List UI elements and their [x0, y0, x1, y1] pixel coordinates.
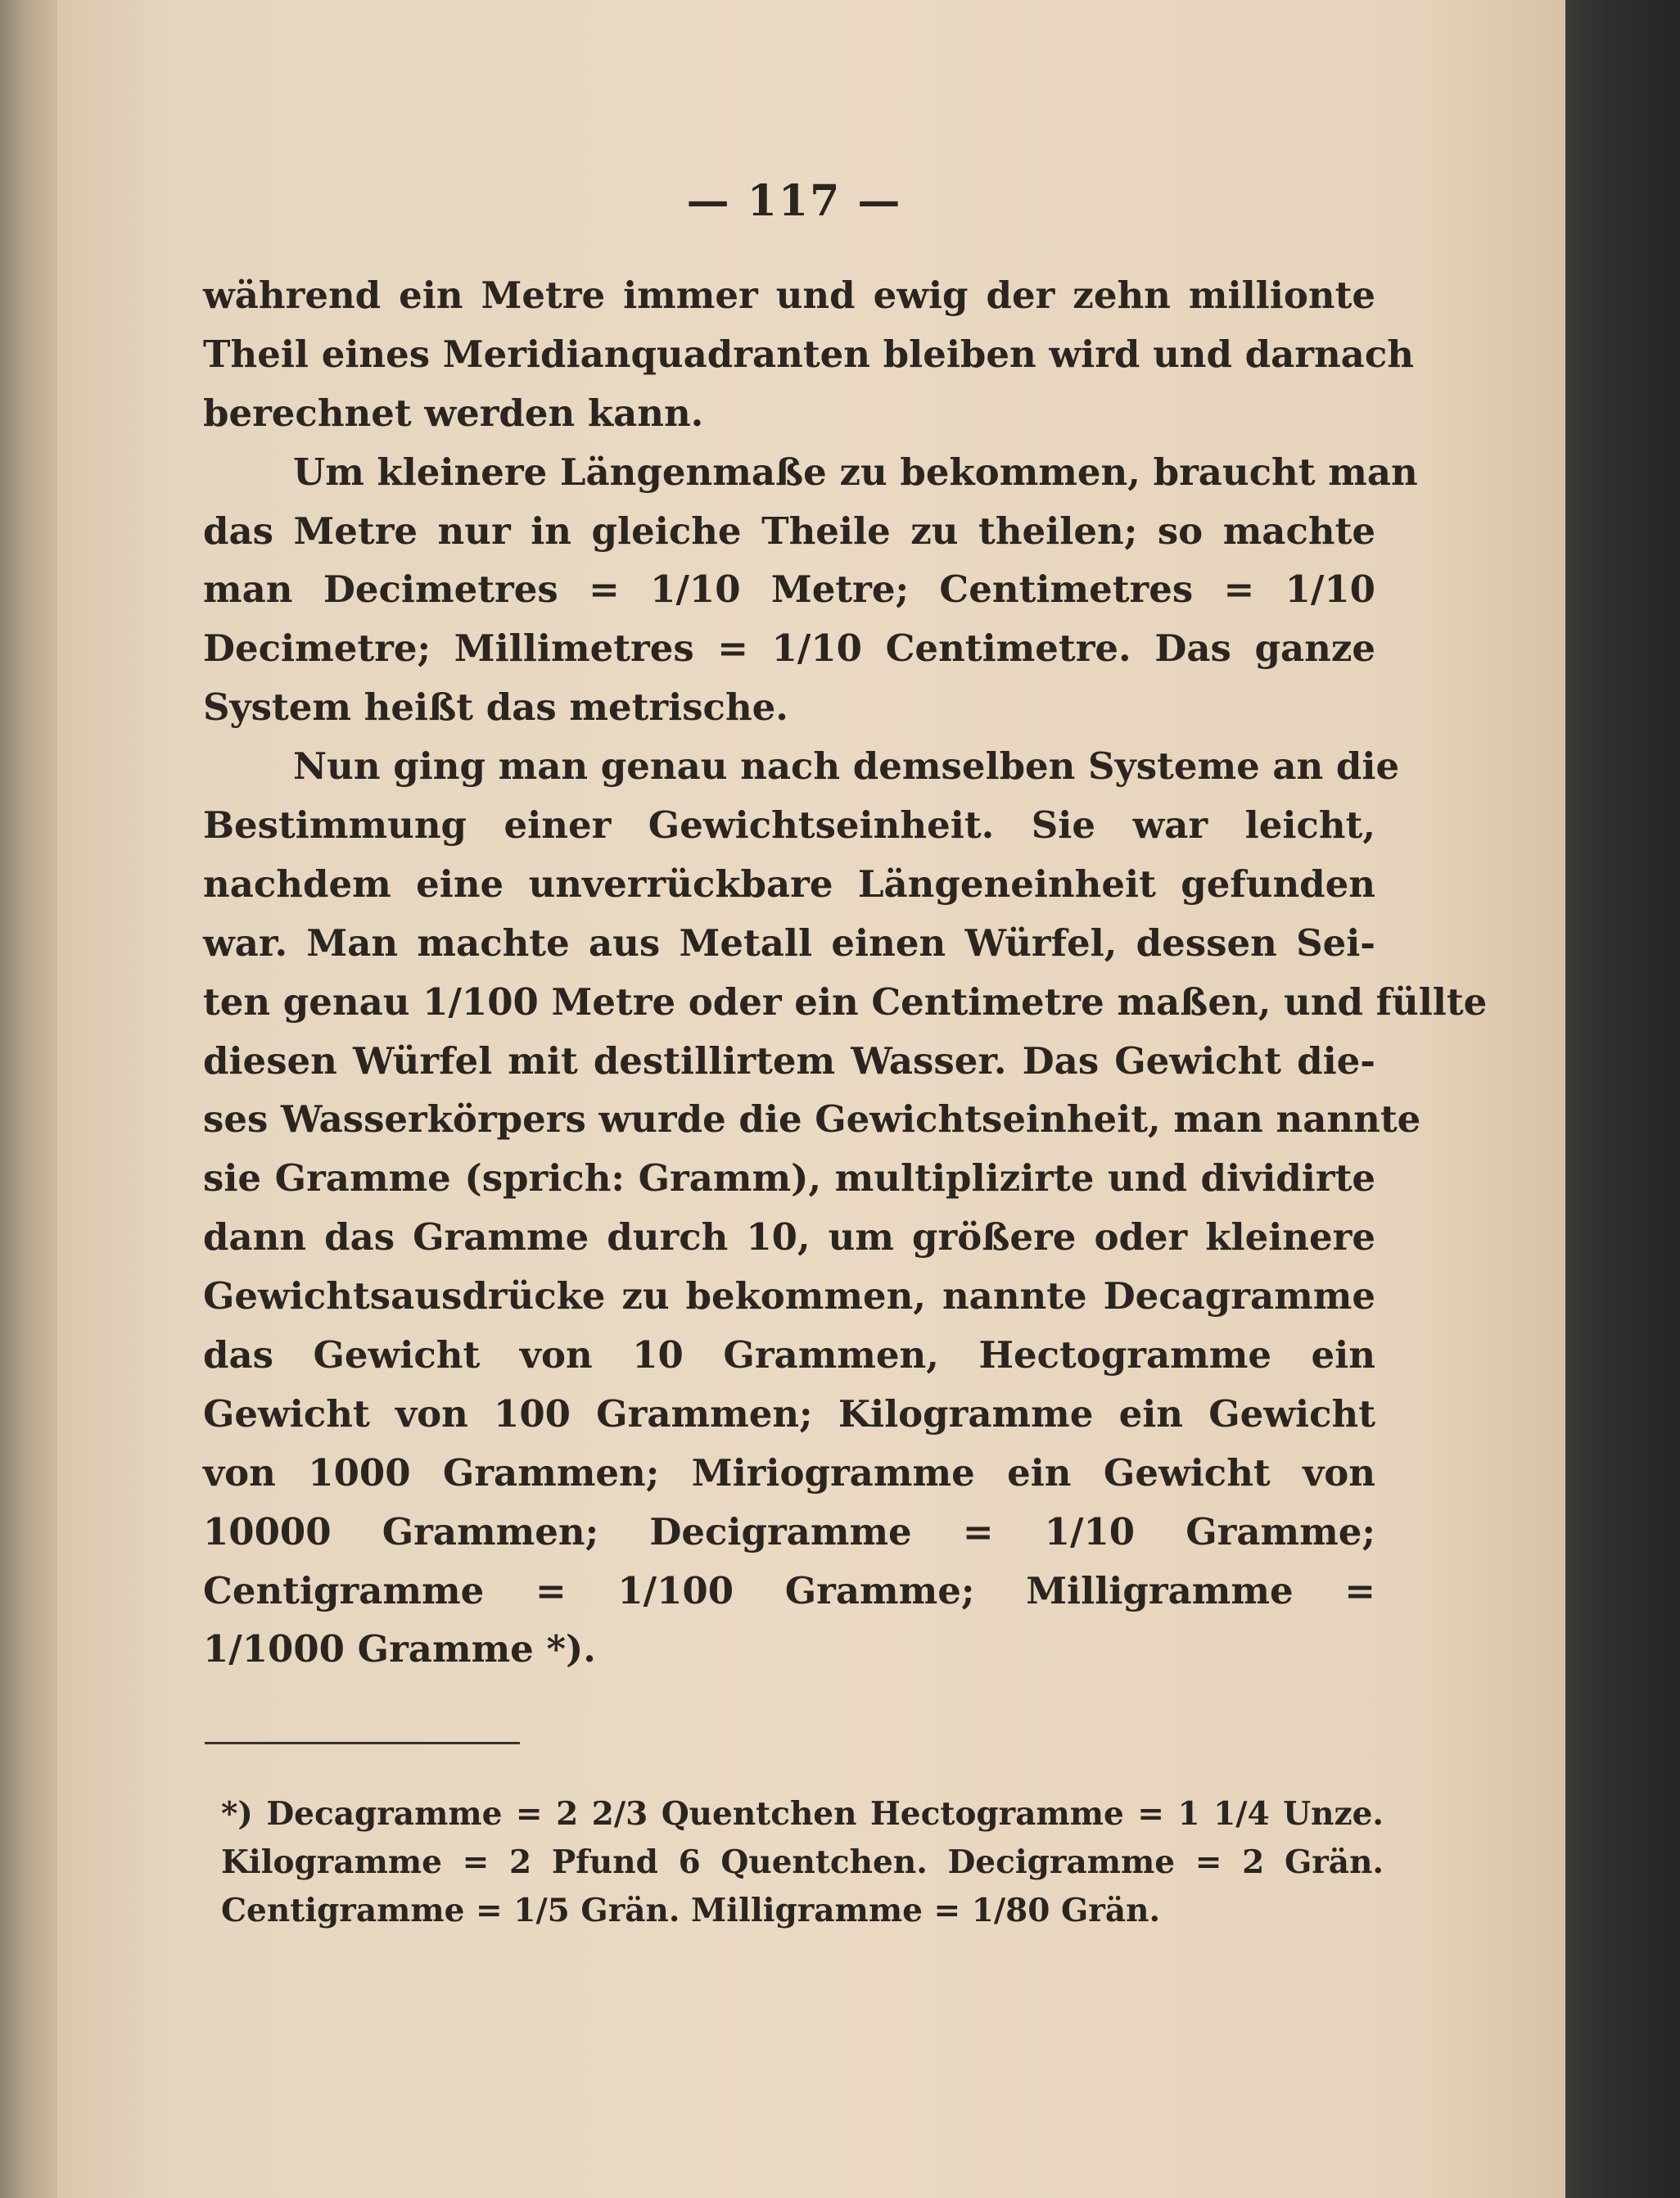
- text-line: ses Wasserkörpers wurde die Gewichtseinheit, man nannte: [203, 1097, 1421, 1142]
- text-line: von 1000 Grammen; Miriogramme ein Gewicht von: [203, 1450, 1375, 1495]
- body-text: [203, 266, 1488, 1679]
- previous-page-edge: [0, 0, 57, 2198]
- text-line: das Metre nur in gleiche Theile zu theilen; so machte: [203, 509, 1375, 553]
- text-line: diesen Würfel mit destillirtem Wasser. Das Gewicht die-: [203, 1038, 1375, 1083]
- footnote-line: Centigramme = 1/5 Grän. Milligramme = 1/80 Grän.: [221, 1892, 1161, 1929]
- text-line: Centigramme = 1/100 Gramme; Milligramme =: [203, 1568, 1375, 1612]
- text-line: sie Gramme (sprich: Gramm), multiplizirte und dividirte: [203, 1156, 1375, 1201]
- text-line: System heißt das metrische.: [203, 685, 788, 730]
- page-number: — 117 —: [686, 176, 902, 226]
- text-line: Theil eines Meridianquadranten bleiben wird und darnach: [203, 332, 1414, 376]
- footnotes: [221, 1790, 1384, 1935]
- text-line: 10000 Grammen; Decigramme = 1/10 Gramme;: [203, 1509, 1375, 1554]
- text-line: dann das Gramme durch 10, um größere oder kleinere: [203, 1215, 1375, 1260]
- footnote-line: Kilogramme = 2 Pfund 6 Quentchen. Decigramme = 2 Grän.: [221, 1843, 1384, 1881]
- text-line: Gewichtsausdrücke zu bekommen, nannte Decagramme: [203, 1274, 1375, 1318]
- text-line: 1/1000 Gramme *).: [203, 1627, 596, 1671]
- text-line: berechnet werden kann.: [203, 391, 704, 435]
- text-line: Nun ging man genau nach demselben Systeme an die: [293, 744, 1400, 789]
- book-cover-edge: [1565, 0, 1680, 2198]
- text-line: Bestimmung einer Gewichtseinheit. Sie war leicht,: [203, 803, 1375, 848]
- text-line: nachdem eine unverrückbare Längeneinheit gefunden: [203, 862, 1375, 906]
- text-line: während ein Metre immer und ewig der zehn millionte: [203, 274, 1375, 317]
- footnote-line: *) Decagramme = 2 2/3 Quentchen Hectogramme = 1 1/4 Unze.: [221, 1795, 1384, 1833]
- text-line: das Gewicht von 10 Grammen, Hectogramme ein: [203, 1333, 1375, 1377]
- text-line: war. Man machte aus Metall einen Würfel, dessen Sei-: [203, 920, 1375, 965]
- text-line: ten genau 1/100 Metre oder ein Centimetre maßen, und füllte: [203, 979, 1488, 1024]
- text-line: man Decimetres = 1/10 Metre; Centimetres = 1/10: [203, 568, 1375, 612]
- text-line: Um kleinere Längenmaße zu bekommen, braucht man: [293, 450, 1418, 494]
- text-line: Decimetre; Millimetres = 1/10 Centimetre. Das ganze: [203, 626, 1375, 671]
- footnote-divider: [205, 1742, 520, 1744]
- text-line: Gewicht von 100 Grammen; Kilogramme ein Gewicht: [203, 1391, 1375, 1436]
